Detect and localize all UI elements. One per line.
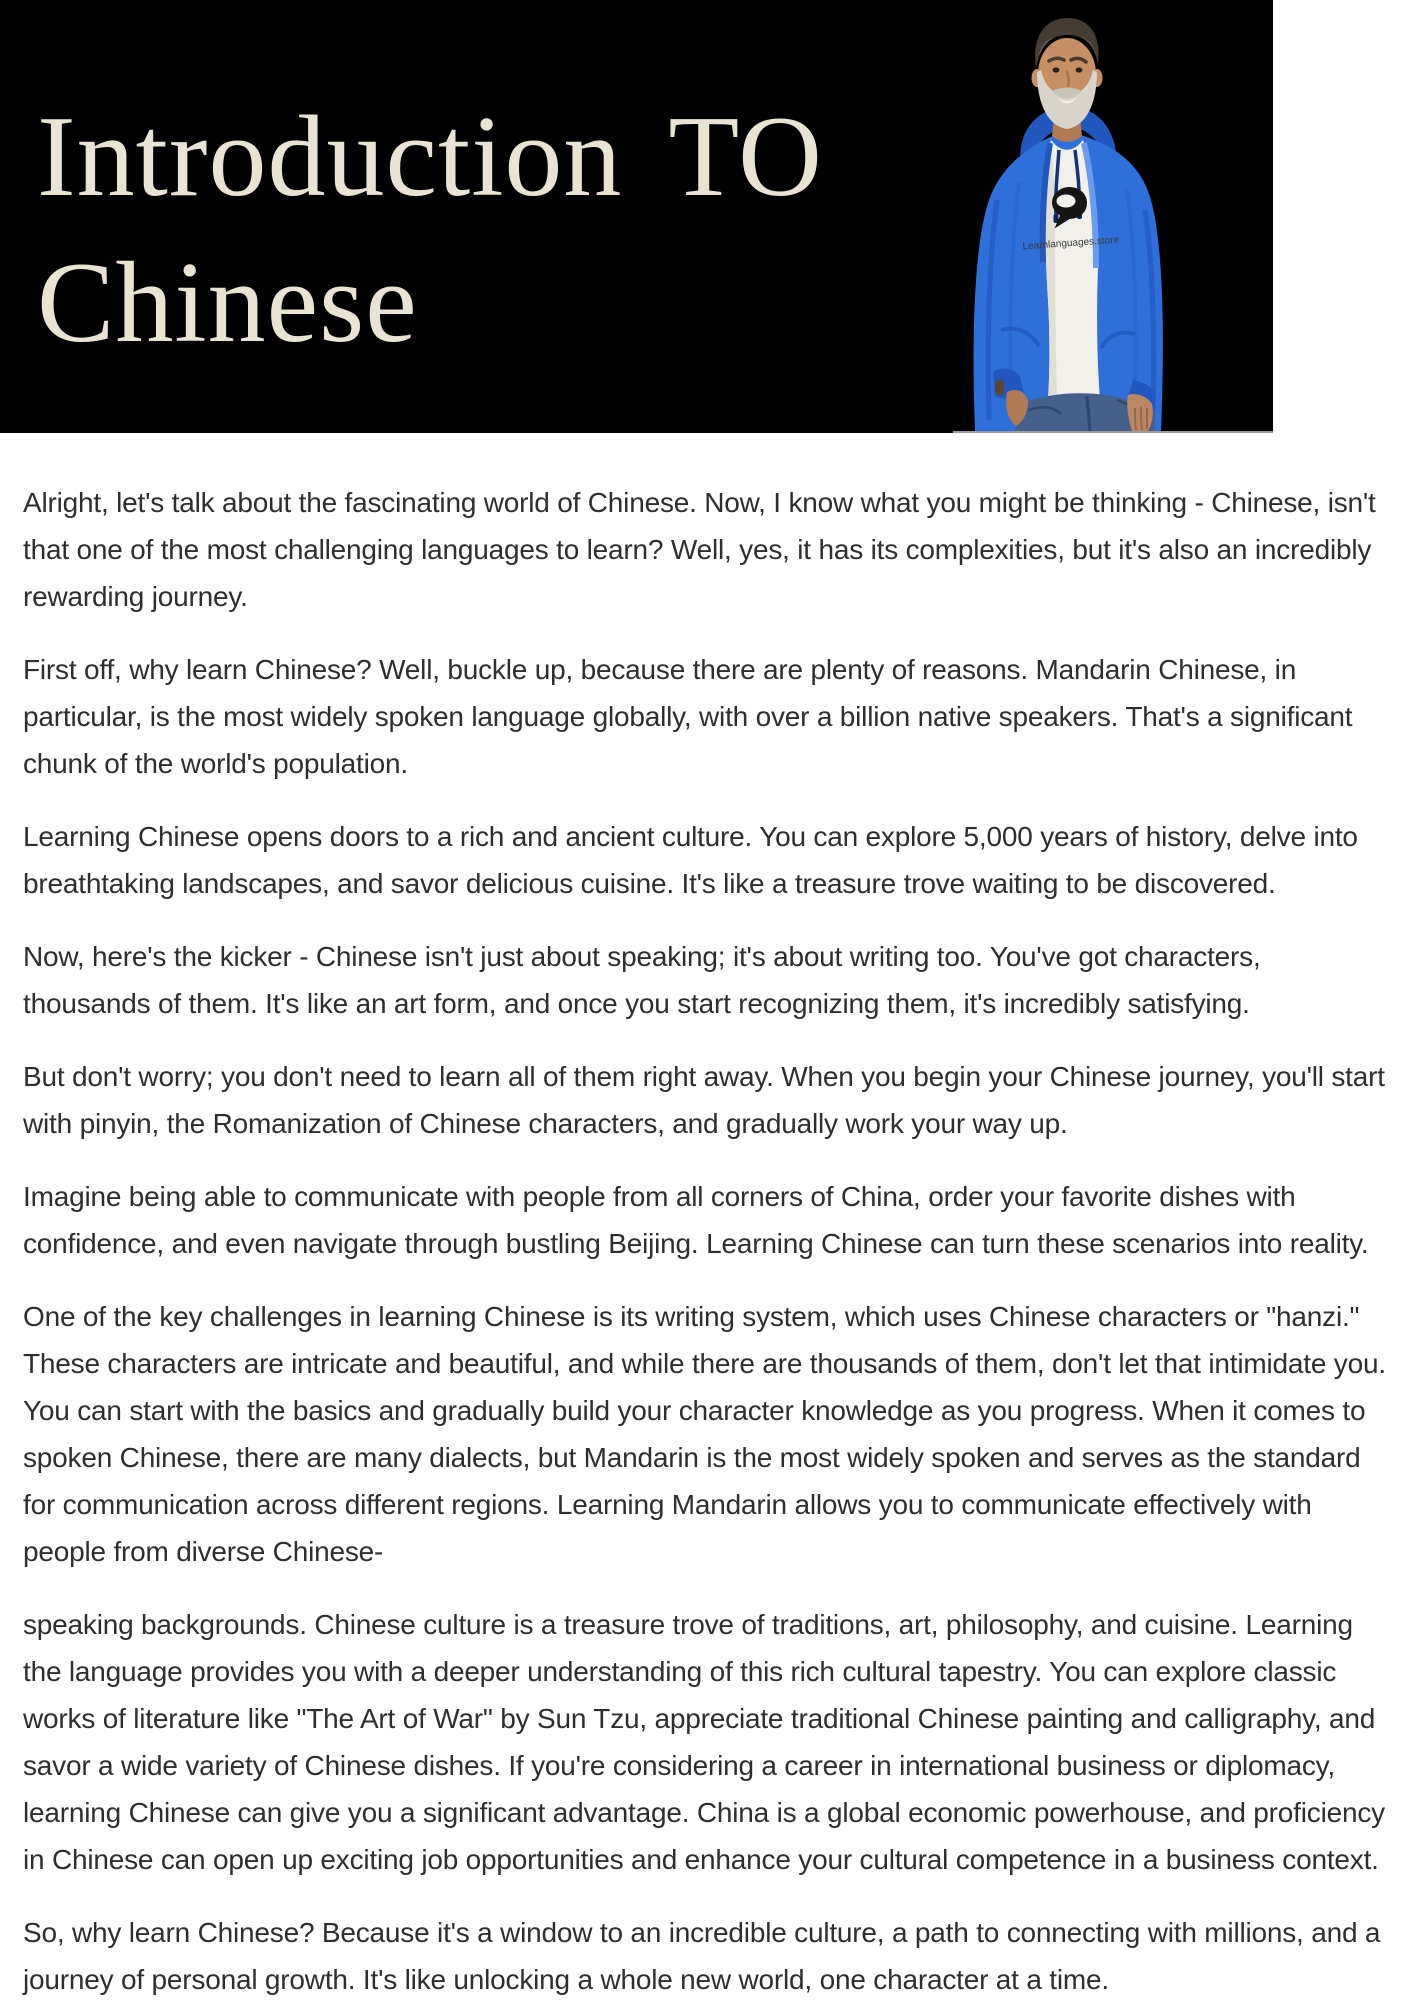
tshirt-brand-text: Learnlanguages.store (1022, 234, 1120, 253)
document-body (0, 433, 1414, 2000)
paragraph: Now, here's the kicker - Chinese isn't just about speaking; it's about writing too. You've got characters, thousands of them. It's like an art form, and once you start recognizing them, it's incredibly satisfying. (23, 941, 1261, 1019)
paragraph: One of the key challenges in learning Chinese is its writing system, which uses Chinese characters or "hanzi." These characters are intricate and beautiful, and while there are thousands of them, don't let that intimidate you. You can start with the basics and gradually build your character knowledge as you progress. When it comes to spoken Chinese, there are many dialects, but Mandarin is the most widely spoken and serves as the standard for communication across different regions. Learning Mandarin allows you to communicate effectively with people from diverse Chinese- (23, 1301, 1386, 1567)
paragraph: speaking backgrounds. Chinese culture is a treasure trove of traditions, art, philosophy, and cuisine. Learning the language provides you with a deeper understanding of this rich cultural tapestry. You can explore classic works of literature like "The Art of War" by Sun Tzu, appreciate traditional Chinese painting and calligraphy, and savor a wide variety of Chinese dishes. If you're considering a career in international business or diplomacy, learning Chinese can give you a significant advantage. China is a global economic powerhouse, and proficiency in Chinese can open up exciting job opportunities and enhance your cultural competence in a business context. (23, 1609, 1385, 1875)
instructor-photo (953, 0, 1273, 433)
paragraph: First off, why learn Chinese? Well, buckle up, because there are plenty of reasons. Mandarin Chinese, in particular, is the most widely spoken language globally, with over a billion native speakers. That's a significant chunk of the world's population. (23, 654, 1353, 779)
paragraph: Alright, let's talk about the fascinating world of Chinese. Now, I know what you might be thinking - Chinese, isn't that one of the most challenging languages to learn? Well, yes, it has its complexities, but it's also an incredibly rewarding journey. (23, 487, 1376, 612)
header-banner (0, 0, 1273, 433)
page-title-line-1: Introduction TO (37, 93, 823, 221)
instructor-photo-illustration (953, 0, 1273, 431)
page-title (37, 84, 823, 376)
paragraph: Imagine being able to communicate with people from all corners of China, order your favorite dishes with confidence, and even navigate through bustling Beijing. Learning Chinese can turn these scenarios into reality. (23, 1181, 1369, 1259)
paragraph: But don't worry; you don't need to learn all of them right away. When you begin your Chinese journey, you'll start with pinyin, the Romanization of Chinese characters, and gradually work your way up. (23, 1061, 1385, 1139)
page-title-line-2: Chinese (37, 239, 418, 367)
paragraph: So, why learn Chinese? Because it's a window to an incredible culture, a path to connecting with millions, and a journey of personal growth. It's like unlocking a whole new world, one character at a time. (23, 1917, 1381, 1995)
paragraph: Learning Chinese opens doors to a rich and ancient culture. You can explore 5,000 years of history, delve into breathtaking landscapes, and savor delicious cuisine. It's like a treasure trove waiting to be discovered. (23, 821, 1358, 899)
